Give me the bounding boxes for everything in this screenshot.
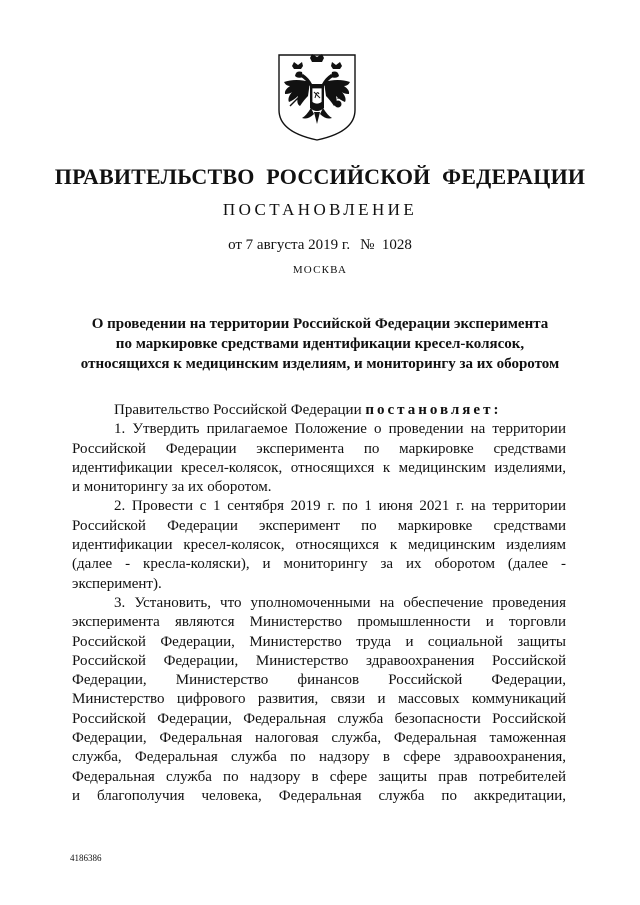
subject-line: по маркировке средствами идентификации кресел-колясок,: [115, 336, 525, 352]
coat-of-arms-icon: [276, 52, 358, 142]
paragraph-line: Российской Федерации, Министерство труда и социальной защиты: [72, 633, 566, 650]
paragraph-line: идентификации кресел-колясок, относящихся к медицинским изделиями,: [72, 459, 566, 476]
paragraph-line: Российской Федерации эксперимент по маркировке средствами: [72, 517, 566, 534]
paragraph-line: Российской Федерации эксперимента по маркировке средствами: [72, 440, 566, 457]
paragraph-line: Федеральная служба по надзору в сфере защиты прав потребителей: [72, 768, 566, 785]
paragraph-line: Министерство цифрового развития, связи и массовых коммуникаций: [72, 691, 566, 708]
document-type: ПОСТАНОВЛЕНИЕ: [222, 200, 418, 219]
paragraph-line: 3. Установить, что уполномоченными на обеспечение проведения: [114, 594, 566, 611]
document-number: 1028: [381, 237, 412, 253]
paragraph-line: и благополучия человека, Федеральная служба по аккредитации,: [72, 787, 566, 804]
paragraph-line: идентификации кресел-колясок, относящихся к медицинским изделиям: [72, 537, 566, 554]
intro-verb: постановляет:: [365, 402, 502, 418]
paragraph-line: 1. Утвердить прилагаемое Положение о проведении на территории: [114, 421, 566, 438]
number-label: №: [360, 237, 375, 253]
paragraph-line: Федерации, Министерство финансов Российской Федерации,: [72, 672, 566, 689]
paragraph-line: эксперимент).: [72, 575, 162, 592]
document-city: МОСКВА: [292, 264, 348, 276]
paragraph-line: Федерации, Федеральная налоговая служба, Федеральная таможенная: [72, 730, 566, 747]
paragraph-line: и мониторингу за их оборотом.: [72, 479, 272, 496]
document-body: [72, 401, 566, 806]
subject-line: относящихся к медицинским изделиям, и мониторингу за их оборотом: [80, 356, 560, 372]
document-barcode-number: 4186386: [70, 853, 102, 863]
paragraph-line: Российской Федерации, Министерство здравоохранения Российской: [72, 652, 566, 669]
paragraph-line: эксперимента являются Министерство промышленности и торговли: [72, 614, 566, 631]
document-subject: [60, 314, 580, 374]
document-date-number: [0, 237, 640, 254]
paragraph-line: 2. Провести с 1 сентября 2019 г. по 1 июня 2021 г. на территории: [114, 498, 566, 515]
paragraph-line: Российской Федерации, Федеральная служба безопасности Российской: [72, 710, 566, 727]
intro-lead: Правительство Российской Федерации: [114, 402, 362, 418]
subject-line: О проведении на территории Российской Федерации эксперимента: [91, 316, 549, 332]
government-title: ПРАВИТЕЛЬСТВО РОССИЙСКОЙ ФЕДЕРАЦИИ: [54, 164, 586, 189]
intro-line: [72, 401, 566, 420]
paragraph-line: (далее - кресла-коляски), и мониторингу за их оборотом (далее -: [72, 556, 566, 573]
document-date: от 7 августа 2019 г.: [228, 237, 351, 253]
paragraph-line: служба, Федеральная служба по надзору в сфере здравоохранения,: [72, 749, 566, 766]
